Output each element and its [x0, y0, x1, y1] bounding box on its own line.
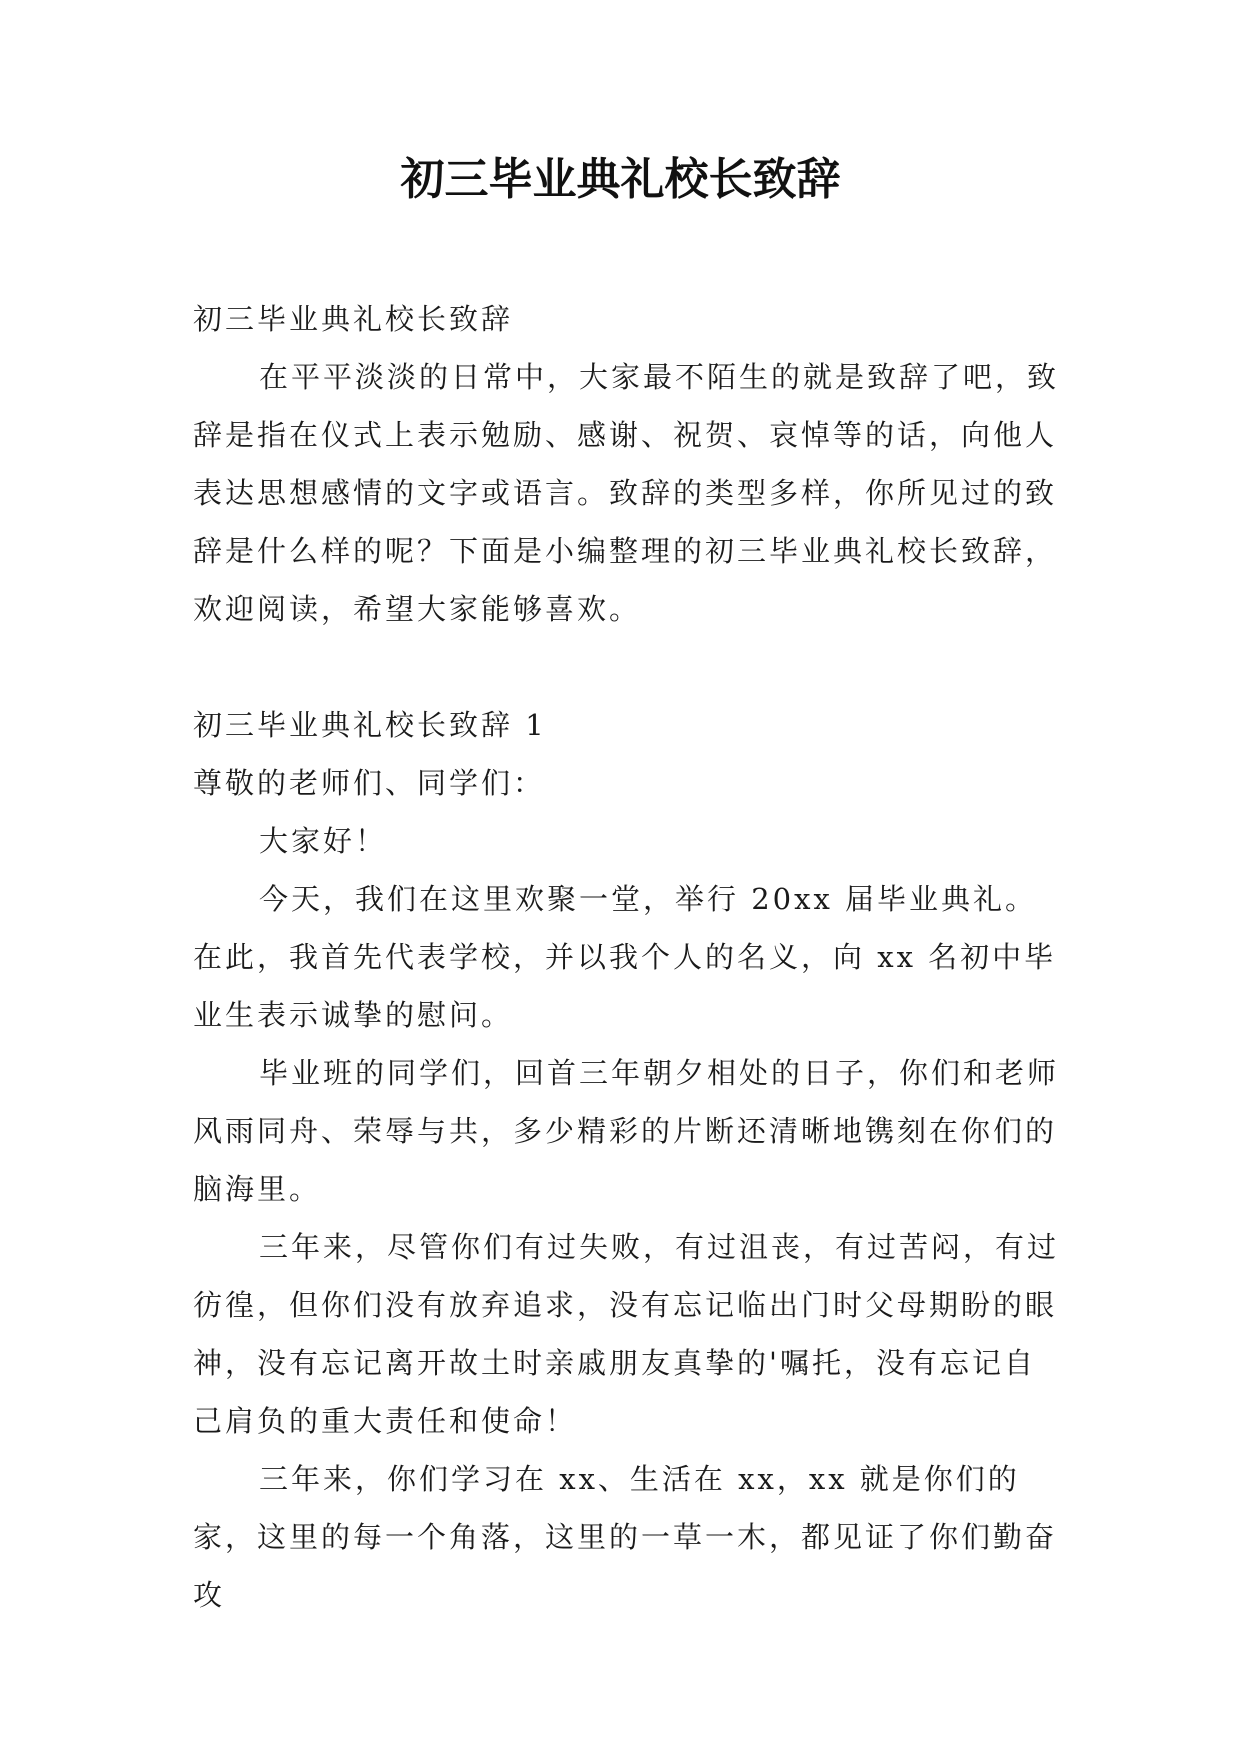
greeting: 大家好！	[259, 824, 388, 858]
document-body	[193, 290, 1063, 1624]
salutation: 尊敬的老师们、同学们：	[193, 766, 546, 800]
body-paragraph: 今天，我们在这里欢聚一堂，举行 20xx 届毕业典礼。在此，我首先代表学校，并以我个人的名义，向 xx 名初中毕业生表示诚挚的慰问。	[193, 882, 1057, 1032]
body-paragraph: 三年来，你们学习在 xx、生活在 xx，xx 就是你们的家，这里的每一个角落，这里的一草一木，都见证了你们勤奋攻	[193, 1462, 1058, 1612]
section-heading: 初三毕业典礼校长致辞	[193, 302, 514, 336]
body-paragraph: 毕业班的同学们，回首三年朝夕相处的日子，你们和老师风雨同舟、荣辱与共，多少精彩的片断还清晰地镌刻在你们的脑海里。	[193, 1056, 1060, 1206]
body-paragraph: 三年来，尽管你们有过失败，有过沮丧，有过苦闷，有过彷徨，但你们没有放弃追求，没有忘记临出门时父母期盼的眼神，没有忘记离开故土时亲戚朋友真挚的'嘱托，没有忘记自己肩负的重大责任和使命！	[193, 1230, 1060, 1438]
speech-heading: 初三毕业典礼校长致辞 1	[193, 708, 547, 742]
document-title: 初三毕业典礼校长致辞	[400, 154, 841, 205]
paragraph-spacer	[193, 638, 1063, 696]
intro-paragraph: 在平平淡淡的日常中，大家最不陌生的就是致辞了吧，致辞是指在仪式上表示勉励、感谢、祝贺、哀悼等的话，向他人表达思想感情的文字或语言。致辞的类型多样，你所见过的致辞是什么样的呢？下面是小编整理的初三毕业典礼校长致辞，欢迎阅读，希望大家能够喜欢。	[193, 360, 1060, 626]
